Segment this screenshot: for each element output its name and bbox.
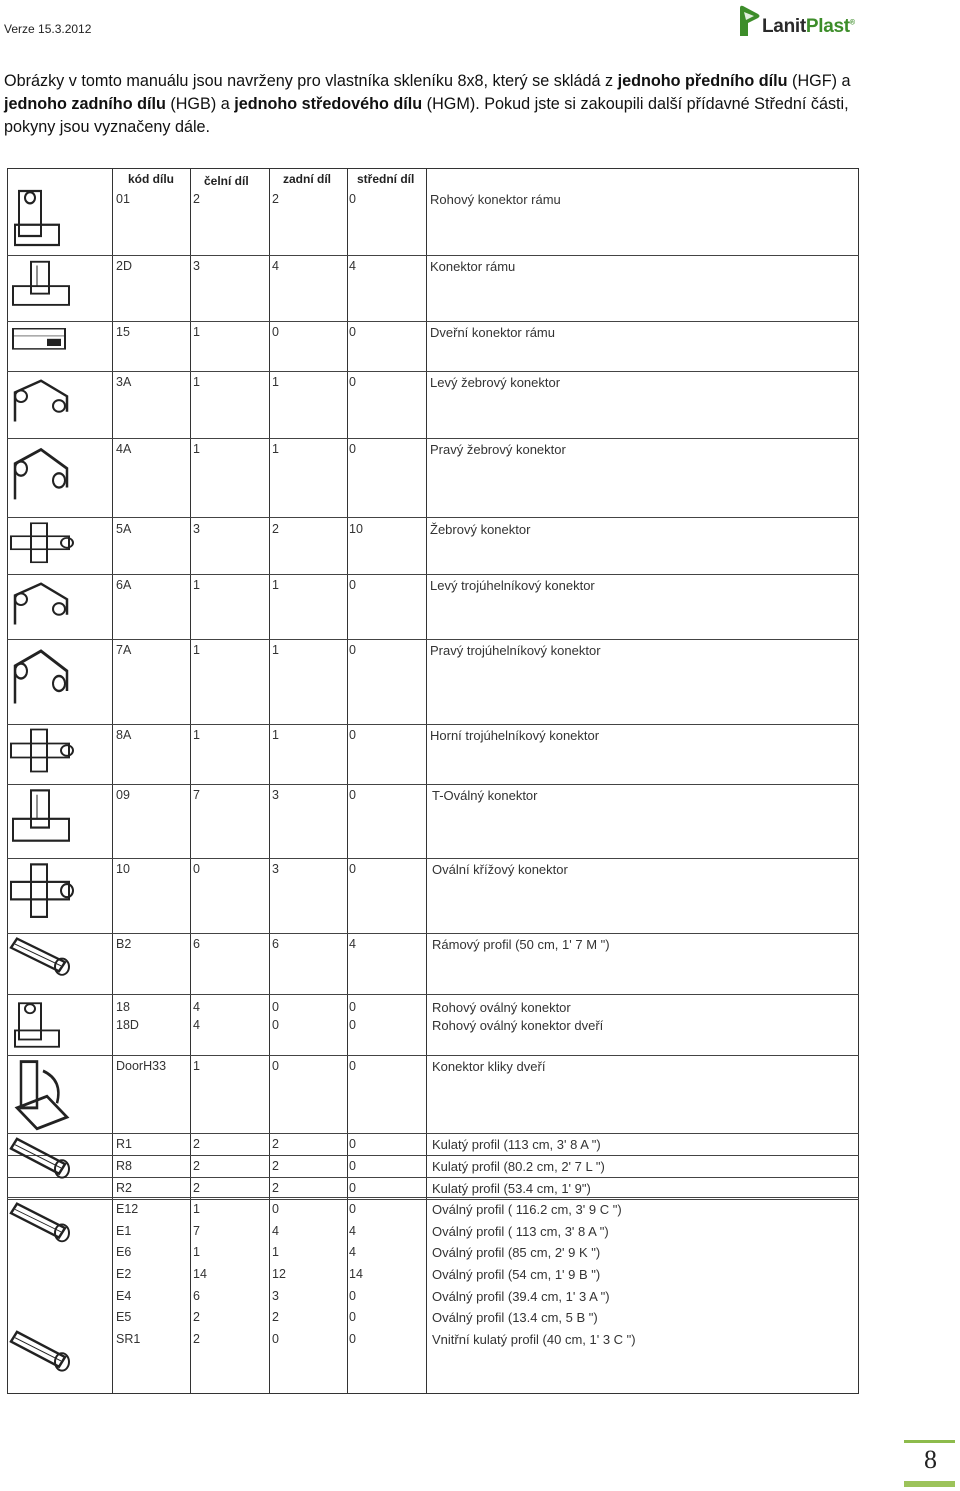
cell-desc: Konektor rámu: [430, 259, 516, 274]
cell-back: 4: [272, 259, 279, 273]
cell-code: 5A: [116, 522, 132, 536]
cell-middle: 0: [349, 1202, 356, 1216]
cell-front: 6: [193, 1289, 200, 1303]
cell-back: 2: [272, 192, 279, 206]
header-front: čelní díl: [204, 174, 249, 188]
cell-middle: 0: [349, 1310, 356, 1324]
cell-code: R8: [116, 1159, 132, 1173]
cell-middle: 0: [349, 1181, 356, 1195]
cell-desc: Oválný profil (54 cm, 1' 9 B "): [432, 1267, 601, 1282]
cell-middle: 0: [349, 375, 356, 389]
cell-front: 1: [193, 1245, 200, 1259]
part-illustration: [7, 860, 112, 930]
row-divider: [7, 574, 859, 575]
row-divider: [7, 371, 859, 372]
cell-front: 1: [193, 442, 200, 456]
corner-part-icon: [7, 996, 77, 1054]
cell-desc: Oválný profil ( 113 cm, 3' 8 A "): [432, 1224, 609, 1239]
cell-desc: Levý trojúhelníkový konektor: [430, 578, 595, 593]
part-illustration: [7, 726, 112, 782]
cell-front: 1: [193, 325, 200, 339]
cell-desc: Konektor kliky dveří: [432, 1059, 546, 1074]
cell-code: 8A: [116, 728, 132, 742]
company-logo: [738, 4, 860, 40]
cross-part-icon: [7, 520, 77, 572]
cell-back: 0: [272, 325, 279, 339]
row-divider: [7, 517, 859, 518]
cell-desc: Levý žebrový konektor: [430, 375, 561, 390]
cell-middle: 0: [349, 1059, 356, 1073]
cell-middle: 0: [349, 325, 356, 339]
row-divider: [7, 933, 859, 934]
cell-desc: Oválný profil (85 cm, 2' 9 K "): [432, 1245, 601, 1260]
cell-back: 2: [272, 1310, 279, 1324]
cell-front: 7: [193, 788, 200, 802]
handle-part-icon: [7, 1057, 77, 1131]
cell-front: 2: [193, 192, 200, 206]
cell-code: SR1: [116, 1332, 141, 1346]
cell-middle: 10: [349, 522, 363, 536]
cell-front: 1: [193, 375, 200, 389]
row-divider: [7, 1155, 859, 1156]
cell-desc: Žebrový konektor: [430, 522, 531, 537]
part-illustration: [7, 520, 112, 572]
cell-front: 4: [193, 1018, 200, 1032]
cell-code: E1: [116, 1224, 132, 1238]
row-divider: [7, 994, 859, 995]
cell-code: 10: [116, 862, 130, 876]
row-divider: [7, 1177, 859, 1178]
part-illustration: [7, 786, 112, 856]
cell-code: E6: [116, 1245, 132, 1259]
leaf-logo-icon: [738, 4, 762, 38]
cell-middle: 0: [349, 1289, 356, 1303]
part-illustration: [7, 373, 112, 435]
cell-front: 2: [193, 1310, 200, 1324]
intro-text-4: (HGM). Pokud jste si zakoupili další přídavné Střední části, pokyny jsou vyznačeny dále.: [4, 95, 849, 136]
row-divider: [7, 438, 859, 439]
cell-code: E5: [116, 1310, 132, 1324]
cell-back: 1: [272, 578, 279, 592]
tee-part-icon: [7, 786, 77, 856]
cell-desc: Vnitřní kulatý profil (40 cm, 1' 3 C "): [432, 1332, 636, 1347]
part-illustration: [7, 323, 112, 369]
header-back: zadní díl: [283, 172, 331, 186]
cell-code: R1: [116, 1137, 132, 1151]
part-illustration: [7, 1135, 112, 1197]
cell-back: 0: [272, 1018, 279, 1032]
cell-code: E2: [116, 1267, 132, 1281]
cell-desc: Kulatý profil (80.2 cm, 2' 7 L "): [432, 1159, 605, 1174]
profile-part-icon: [7, 1200, 77, 1260]
cell-code: DoorH33: [116, 1059, 167, 1073]
cell-code: 2D: [116, 259, 132, 273]
elbow-part-icon: [7, 440, 77, 516]
cell-front: 1: [193, 728, 200, 742]
cell-back: 1: [272, 1245, 279, 1259]
cell-back: 2: [272, 522, 279, 536]
cell-front: 2: [193, 1181, 200, 1195]
intro-text-2: (HGF) a: [787, 72, 851, 90]
cell-desc: Ovální křížový konektor: [432, 862, 568, 877]
cell-front: 1: [193, 578, 200, 592]
cell-front: 2: [193, 1332, 200, 1346]
tee-part-icon: [7, 258, 77, 318]
cell-back: 1: [272, 643, 279, 657]
cell-code: 01: [116, 192, 130, 206]
cell-back: 2: [272, 1181, 279, 1195]
cell-back: 6: [272, 937, 279, 951]
cell-code: 7A: [116, 643, 132, 657]
box-part-icon: [7, 323, 77, 369]
cell-middle: 0: [349, 1332, 356, 1346]
cell-middle: 4: [349, 259, 356, 273]
cell-middle: 14: [349, 1267, 363, 1281]
cell-desc: Rohový konektor rámu: [430, 192, 561, 207]
logo-registered: ®: [849, 19, 855, 27]
cell-front: 1: [193, 1059, 200, 1073]
cross-part-icon: [7, 860, 77, 930]
column-divider: [347, 168, 348, 1394]
cell-code: 18: [116, 1000, 130, 1014]
cell-middle: 4: [349, 1224, 356, 1238]
cell-middle: 0: [349, 1137, 356, 1151]
cell-code: 15: [116, 325, 130, 339]
cell-back: 3: [272, 788, 279, 802]
cell-code: 09: [116, 788, 130, 802]
cell-front: 7: [193, 1224, 200, 1238]
cell-code: 3A: [116, 375, 132, 389]
cell-code: 18D: [116, 1018, 139, 1032]
cell-desc: T-Oválný konektor: [432, 788, 538, 803]
row-divider: [7, 639, 859, 640]
cell-back: 1: [272, 728, 279, 742]
row-divider: [7, 1197, 859, 1198]
cell-back: 2: [272, 1159, 279, 1173]
cell-front: 1: [193, 1202, 200, 1216]
cell-desc: Rámový profil (50 cm, 1' 7 M "): [432, 937, 610, 952]
cell-middle: 0: [349, 1018, 356, 1032]
corner-part-icon: [7, 182, 77, 254]
cell-front: 6: [193, 937, 200, 951]
column-divider: [426, 168, 427, 1394]
cell-middle: 4: [349, 1245, 356, 1259]
cell-middle: 0: [349, 578, 356, 592]
cell-code: 6A: [116, 578, 132, 592]
row-divider: [7, 724, 859, 725]
cross-part-icon: [7, 726, 77, 782]
part-illustration: [7, 440, 112, 516]
logo-text-lanit: Lanit: [762, 16, 806, 37]
row-divider: [7, 1133, 859, 1134]
row-divider: [7, 784, 859, 785]
part-illustration: [7, 258, 112, 318]
cell-middle: 0: [349, 788, 356, 802]
cell-code: 4A: [116, 442, 132, 456]
cell-back: 0: [272, 1202, 279, 1216]
cell-front: 2: [193, 1159, 200, 1173]
cell-code: E12: [116, 1202, 139, 1216]
cell-front: 0: [193, 862, 200, 876]
elbow-part-icon: [7, 373, 77, 435]
elbow-part-icon: [7, 641, 77, 721]
cell-middle: 0: [349, 1159, 356, 1173]
profile-part-icon: [7, 1135, 77, 1197]
cell-back: 1: [272, 442, 279, 456]
intro-text-3: (HGB) a: [165, 95, 235, 113]
profile-part-icon: [7, 1328, 77, 1390]
part-illustration: [7, 1328, 112, 1390]
version-label: Verze 15.3.2012: [4, 22, 92, 36]
row-divider: [7, 321, 859, 322]
cell-front: 14: [193, 1267, 207, 1281]
profile-part-icon: [7, 935, 77, 993]
cell-desc: Dveřní konektor rámu: [430, 325, 555, 340]
cell-desc: Oválný profil (39.4 cm, 1' 3 A "): [432, 1289, 610, 1304]
intro-text-1: Obrázky v tomto manuálu jsou navrženy pro vlastníka skleníku 8x8, který se skládá z: [4, 72, 618, 90]
part-illustration: [7, 1200, 112, 1260]
part-illustration: [7, 935, 112, 993]
cell-front: 3: [193, 259, 200, 273]
cell-middle: 0: [349, 442, 356, 456]
part-illustration: [7, 1057, 112, 1131]
cell-back: 4: [272, 1224, 279, 1238]
cell-middle: 4: [349, 937, 356, 951]
intro-paragraph: [4, 70, 866, 139]
cell-front: 1: [193, 643, 200, 657]
column-divider: [190, 168, 191, 1394]
cell-code: R2: [116, 1181, 132, 1195]
footer-bar: [904, 1481, 955, 1487]
cell-front: 4: [193, 1000, 200, 1014]
cell-back: 0: [272, 1332, 279, 1346]
intro-bold-front: jednoho předního dílu: [617, 72, 788, 90]
cell-back: 12: [272, 1267, 286, 1281]
cell-desc: Rohový oválný konektor dveří: [432, 1018, 604, 1033]
cell-middle: 0: [349, 192, 356, 206]
header-code: kód dílu: [128, 172, 174, 186]
row-divider: [7, 255, 859, 256]
cell-middle: 0: [349, 862, 356, 876]
cell-back: 0: [272, 1000, 279, 1014]
logo-wordmark: [762, 16, 855, 38]
row-divider: [7, 858, 859, 859]
elbow-part-icon: [7, 576, 77, 638]
parts-table: [7, 168, 859, 1394]
cell-desc: Pravý trojúhelníkový konektor: [430, 643, 601, 658]
cell-front: 2: [193, 1137, 200, 1151]
cell-middle: 0: [349, 1000, 356, 1014]
logo-text-plast: Plast: [805, 16, 850, 37]
intro-bold-back: jednoho zadního dílu: [4, 95, 166, 113]
cell-back: 3: [272, 1289, 279, 1303]
cell-back: 2: [272, 1137, 279, 1151]
cell-desc: Pravý žebrový konektor: [430, 442, 566, 457]
part-illustration: [7, 182, 112, 254]
part-illustration: [7, 641, 112, 721]
page-number-box: [904, 1440, 955, 1487]
cell-desc: Rohový oválný konektor: [432, 1000, 571, 1015]
header-middle: střední díl: [357, 172, 415, 186]
cell-back: 3: [272, 862, 279, 876]
cell-back: 0: [272, 1059, 279, 1073]
part-illustration: [7, 996, 112, 1054]
part-illustration: [7, 576, 112, 638]
cell-desc: Horní trojúhelníkový konektor: [430, 728, 600, 743]
row-divider: [7, 1055, 859, 1056]
row-divider: [7, 1199, 859, 1200]
cell-desc: Kulatý profil (113 cm, 3' 8 A "): [432, 1137, 601, 1152]
column-divider: [269, 168, 270, 1394]
cell-middle: 0: [349, 728, 356, 742]
cell-front: 3: [193, 522, 200, 536]
column-divider: [112, 168, 113, 1394]
cell-desc: Oválný profil ( 116.2 cm, 3' 9 C "): [432, 1202, 622, 1217]
cell-code: E4: [116, 1289, 132, 1303]
cell-back: 1: [272, 375, 279, 389]
cell-desc: Oválný profil (13.4 cm, 5 B "): [432, 1310, 598, 1325]
cell-code: B2: [116, 937, 132, 951]
cell-desc: Kulatý profil (53.4 cm, 1' 9"): [432, 1181, 591, 1196]
page-number: 8: [924, 1445, 937, 1474]
intro-bold-middle: jednoho středového dílu: [234, 95, 423, 113]
cell-middle: 0: [349, 643, 356, 657]
